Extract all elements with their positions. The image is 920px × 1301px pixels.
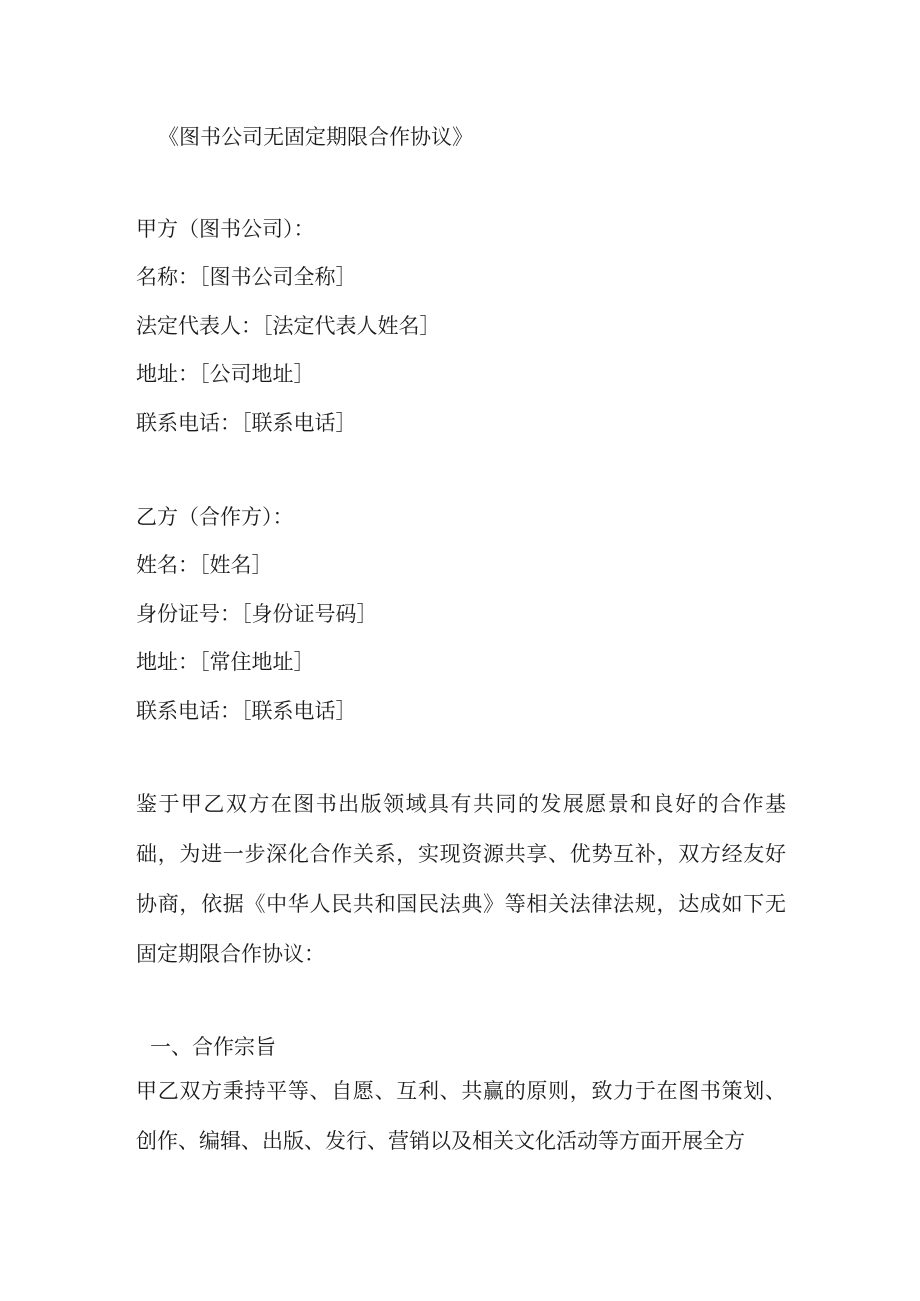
party-a-address: 地址：［公司地址］ xyxy=(136,362,315,386)
party-a-legal-rep: 法定代表人：［法定代表人姓名］ xyxy=(136,314,441,338)
document-title: 《图书公司无固定期限合作协议》 xyxy=(158,125,473,149)
party-a-heading: 甲方（图书公司）： xyxy=(136,217,315,241)
party-b-name: 姓名：［姓名］ xyxy=(136,553,273,577)
party-a-phone: 联系电话：［联系电话］ xyxy=(136,411,357,435)
party-b-address: 地址：［常住地址］ xyxy=(136,650,315,674)
section-1-heading: 一、合作宗旨 xyxy=(150,1035,276,1059)
section-1-body: 甲乙双方秉持平等、自愿、互利、共赢的原则，致力于在图书策划、创作、编辑、出版、发行、营销以及相关文化活动等方面开展全方 xyxy=(136,1079,786,1153)
party-b-heading: 乙方（合作方）： xyxy=(136,505,294,529)
preamble-paragraph: 鉴于甲乙双方在图书出版领域具有共同的发展愿景和良好的合作基础，为进一步深化合作关系，实现资源共享、优势互补，双方经友好协商，依据《中华人民共和国民法典》等相关法律法规，达成如下无固定期限合作协议： xyxy=(136,792,786,966)
party-b-id-number: 身份证号：［身份证号码］ xyxy=(136,602,378,626)
party-b-phone: 联系电话：［联系电话］ xyxy=(136,699,357,723)
party-a-name: 名称：［图书公司全称］ xyxy=(136,265,357,289)
